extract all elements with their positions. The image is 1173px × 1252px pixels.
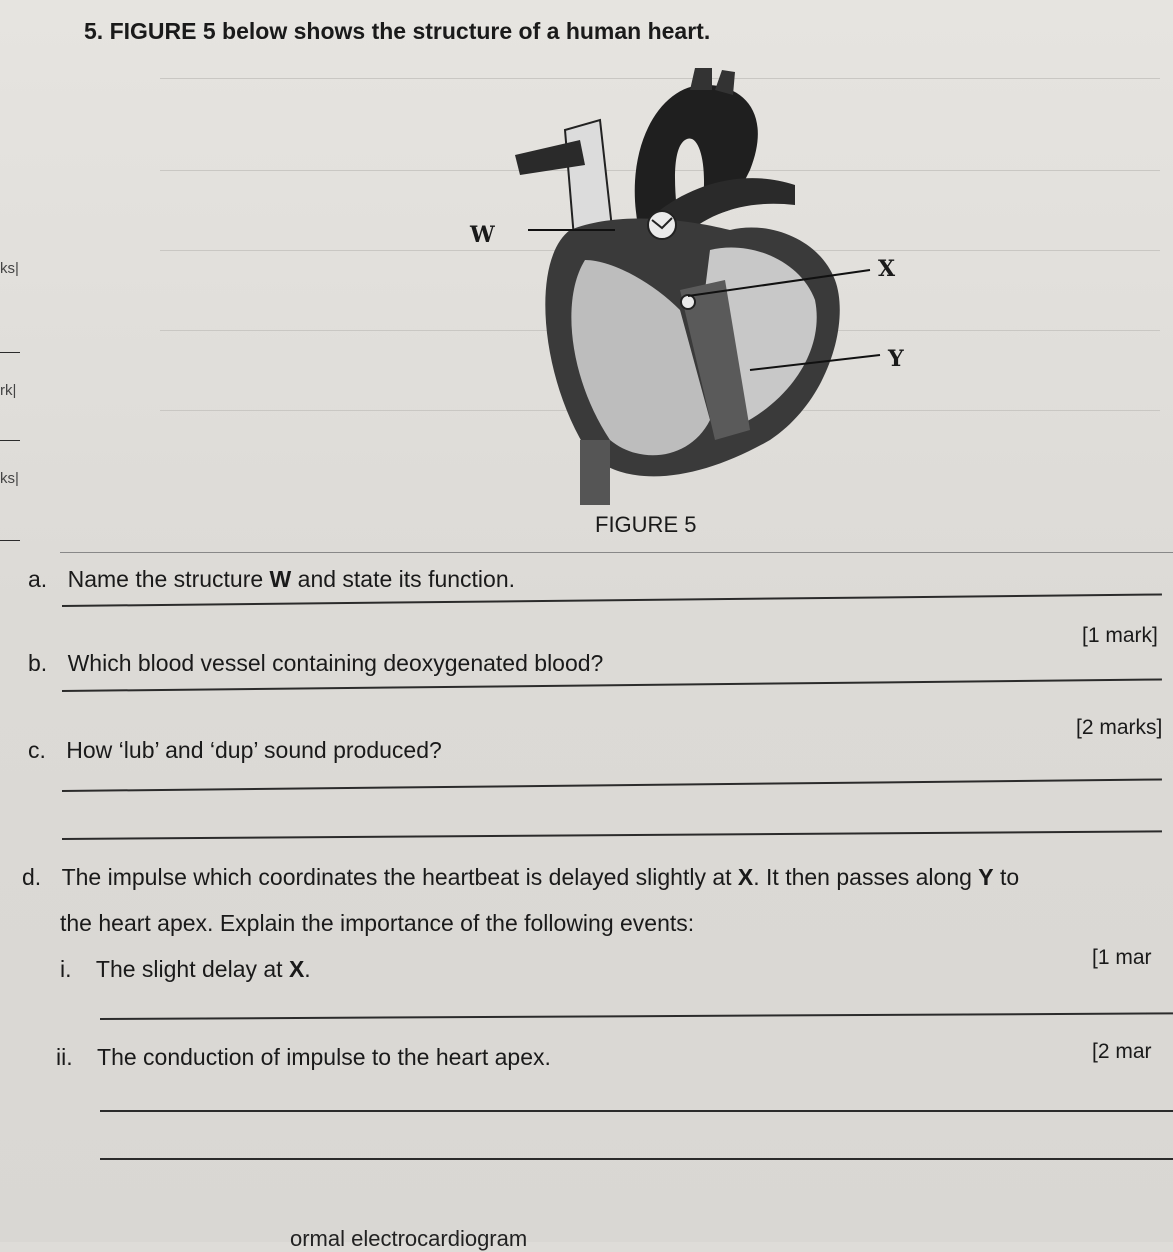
part-d-line-2: the heart apex. Explain the importance of the following events: xyxy=(60,910,695,936)
page-fold xyxy=(60,552,1173,553)
margin-line xyxy=(0,440,20,441)
label-x: X xyxy=(878,256,896,282)
part-d-i-end: . xyxy=(304,956,311,982)
answer-line-a[interactable] xyxy=(62,593,1162,607)
node-circle xyxy=(681,295,695,309)
answer-line-d-i[interactable] xyxy=(100,1012,1173,1020)
margin-mark-1: ks| xyxy=(0,260,19,277)
part-c-text: How ‘lub’ and ‘dup’ sound produced? xyxy=(66,737,442,763)
margin-mark-2: rk| xyxy=(0,382,17,399)
margin-line xyxy=(0,540,20,541)
question-number: 5. xyxy=(84,18,104,44)
answer-line-c2[interactable] xyxy=(62,830,1162,840)
semilunar-valve xyxy=(648,211,676,239)
next-question-fragment: ormal electrocardiogram xyxy=(290,1226,528,1251)
part-b-letter: b. xyxy=(28,650,48,676)
part-c xyxy=(28,737,442,764)
marks-b: [2 marks] xyxy=(1076,716,1163,739)
marks-d-ii: [2 mar xyxy=(1092,1040,1152,1063)
part-d-i-numeral: i. xyxy=(60,956,72,982)
question-title xyxy=(84,18,710,45)
part-d-bold-y: Y xyxy=(978,864,994,890)
question-intro: FIGURE 5 below shows the structure of a human heart. xyxy=(109,18,711,44)
part-d-bold-x: X xyxy=(737,864,754,890)
marks-a: [1 mark] xyxy=(1082,624,1158,647)
answer-line-d-ii-2[interactable] xyxy=(100,1158,1173,1160)
marks-d-i: [1 mar xyxy=(1092,946,1152,969)
part-d-i xyxy=(60,956,311,983)
part-d-i-text: The slight delay at xyxy=(95,956,289,982)
part-d xyxy=(22,864,1019,891)
inferior-vena-cava xyxy=(580,440,610,505)
part-d-i-bold: X xyxy=(288,956,305,982)
part-d-ii xyxy=(56,1044,551,1071)
aortic-branch xyxy=(690,68,712,90)
part-d-text-1: The impulse which coordinates the heartbeat is delayed slightly at xyxy=(61,864,738,890)
margin-line xyxy=(0,352,20,353)
part-d-ii-text: The conduction of impulse to the heart apex. xyxy=(97,1044,551,1070)
label-y: Y xyxy=(888,346,904,372)
part-b-text: Which blood vessel containing deoxygenated blood? xyxy=(67,650,604,676)
part-a xyxy=(28,566,515,593)
part-d-ii-numeral: ii. xyxy=(56,1044,73,1070)
heart-diagram xyxy=(450,60,970,510)
figure-caption: FIGURE 5 xyxy=(595,512,697,537)
part-d-text-2: . It then passes along xyxy=(753,864,979,890)
margin-mark-3: ks| xyxy=(0,470,19,487)
part-c-letter: c. xyxy=(28,737,46,763)
part-d-text-3: to xyxy=(993,864,1020,890)
answer-line-d-ii-1[interactable] xyxy=(100,1110,1173,1112)
part-b xyxy=(28,650,603,677)
answer-line-b[interactable] xyxy=(62,678,1162,692)
label-w: W xyxy=(470,222,495,248)
part-a-bold: W xyxy=(269,566,292,592)
part-a-text-1: Name the structure xyxy=(67,566,270,592)
part-a-letter: a. xyxy=(28,566,48,592)
part-d-letter: d. xyxy=(22,864,42,890)
part-a-text-2: and state its function. xyxy=(291,566,516,592)
answer-line-c1[interactable] xyxy=(62,778,1162,792)
